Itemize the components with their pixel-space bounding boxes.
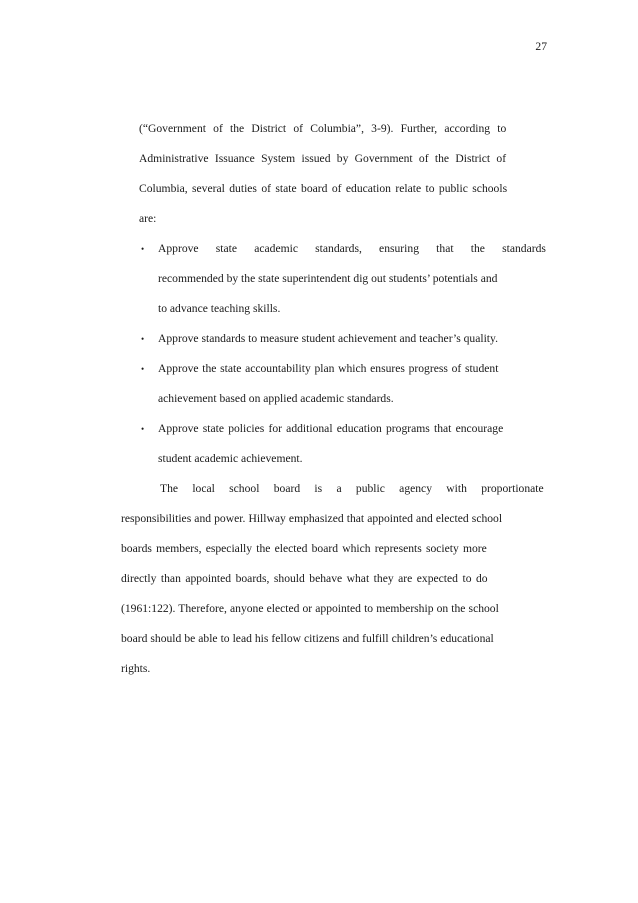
bullet-icon: • bbox=[141, 244, 145, 254]
list-item-line: Approve the state accountability plan which ensures progress of student bbox=[158, 362, 499, 375]
list-item-line: Approve state policies for additional education programs that encourage bbox=[158, 422, 504, 435]
text-line: Administrative Issuance System issued by Government of the District of bbox=[139, 152, 507, 165]
text-line: (1961:122). Therefore, anyone elected or appointed to membership on the school bbox=[121, 602, 499, 615]
text-line: board should be able to lead his fellow citizens and fulfill children’s educational bbox=[121, 632, 494, 645]
list-item-line: recommended by the state superintendent dig out students’ potentials and bbox=[158, 272, 498, 285]
list-item-line: student academic achievement. bbox=[158, 452, 303, 465]
text-line: responsibilities and power. Hillway emphasized that appointed and elected school bbox=[121, 512, 503, 525]
list-item-line: achievement based on applied academic standards. bbox=[158, 392, 394, 405]
text-line: Columbia, several duties of state board of education relate to public schools bbox=[139, 182, 508, 195]
list-item-line: to advance teaching skills. bbox=[158, 302, 281, 315]
text-line: (“Government of the District of Columbia”, 3-9). Further, according to bbox=[139, 122, 507, 135]
page-number: 27 bbox=[535, 40, 547, 53]
text-line: directly than appointed boards, should behave what they are expected to do bbox=[121, 572, 488, 585]
text-line: boards members, especially the elected board which represents society more bbox=[121, 542, 487, 555]
text-line: are: bbox=[139, 212, 157, 225]
bullet-icon: • bbox=[141, 334, 145, 344]
bullet-icon: • bbox=[141, 364, 145, 374]
text-line: rights. bbox=[121, 662, 151, 675]
list-item-line: Approve state academic standards, ensuring that the standards bbox=[158, 242, 546, 255]
text-line: The local school board is a public agency with proportionate bbox=[160, 482, 544, 495]
bullet-icon: • bbox=[141, 424, 145, 434]
list-item-line: Approve standards to measure student achievement and teacher’s quality. bbox=[158, 332, 498, 345]
